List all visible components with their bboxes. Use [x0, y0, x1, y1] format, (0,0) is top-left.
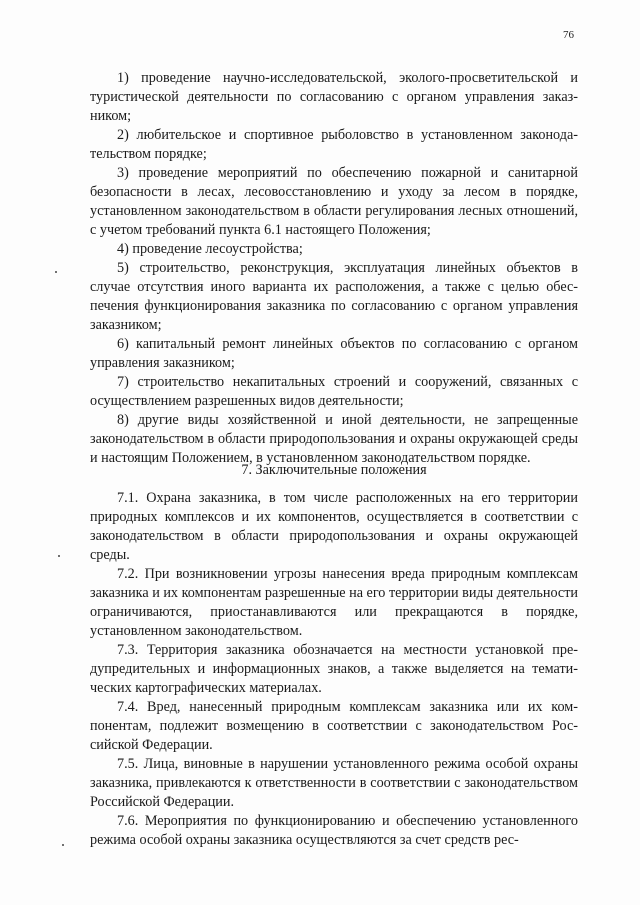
permitted-activities-list: [90, 69, 578, 468]
list-item: 4) проведение лесоустройства;: [117, 241, 303, 257]
scan-speck: [58, 555, 60, 557]
list-item: 5) строительство, реконструкция, эксплуатация линейных объектов в случае отсутствия иного варианта их расположения, а также с целью обеспечения функционирования заказника по согласованию с органом управления заказником;: [90, 260, 578, 333]
section-paragraph: 7.2. При возникновении угрозы нанесения вреда природным комплексам заказника и их компонентам разрешенные на его территории виды деятельности ограничиваются, приостанавливаются или прекращаются в порядке, установленном законодательством.: [90, 566, 578, 639]
section-paragraph: 7.4. Вред, нанесенный природным комплексам заказника или их компонентам, подлежит возмещению в соответствии с законодательством Российской Федерации.: [90, 699, 578, 753]
scan-speck: [55, 271, 57, 273]
scan-speck: [62, 844, 64, 846]
section-paragraph: 7.1. Охрана заказника, в том числе расположенных на его территории природных комплексов и их компонентов, осуществляется в соответствии с законодательством в области природопользования и охраны окружающей среды.: [90, 490, 578, 563]
list-item: 3) проведение мероприятий по обеспечению пожарной и санитарной безопасности в лесах, лесовосстановлению и уходу за лесом в порядке, установленном законодательством в области регулирования лесных отношений, с учетом требований пункта 6.1 настоящего Положения;: [90, 165, 578, 238]
final-provisions-section: [90, 489, 578, 850]
section-paragraph: 7.3. Территория заказника обозначается на местности установкой предупредительных и информационных знаков, а также выделяется на тематических картографических материалах.: [90, 642, 578, 696]
section-paragraph: 7.6. Мероприятия по функционированию и обеспечению установленного режима особой охраны заказника осуществляются за счет средств рес-: [90, 813, 578, 848]
list-item: 1) проведение научно-исследовательской, эколого-просветительской и туристической деятельности по согласованию с органом управления заказником;: [90, 70, 578, 124]
section-heading: 7. Заключительные положения: [241, 462, 427, 478]
section-paragraph: 7.5. Лица, виновные в нарушении установленного режима особой охраны заказника, привлекаются к ответственности в соответствии с законодательством Российской Федерации.: [90, 756, 578, 810]
list-item: 6) капитальный ремонт линейных объектов по согласованию с органом управления заказником;: [90, 336, 578, 371]
list-item: 8) другие виды хозяйственной и иной деятельности, не запрещенные законодательством в области природопользования и охраны окружающей среды и настоящим Положением, в установленном законодательством порядке.: [90, 412, 578, 466]
list-item: 7) строительство некапитальных строений и сооружений, связанных с осуществлением разрешенных видов деятельности;: [90, 374, 578, 409]
page-number: 76: [563, 29, 574, 41]
list-item: 2) любительское и спортивное рыболовство в установленном законодательством порядке;: [90, 127, 578, 162]
